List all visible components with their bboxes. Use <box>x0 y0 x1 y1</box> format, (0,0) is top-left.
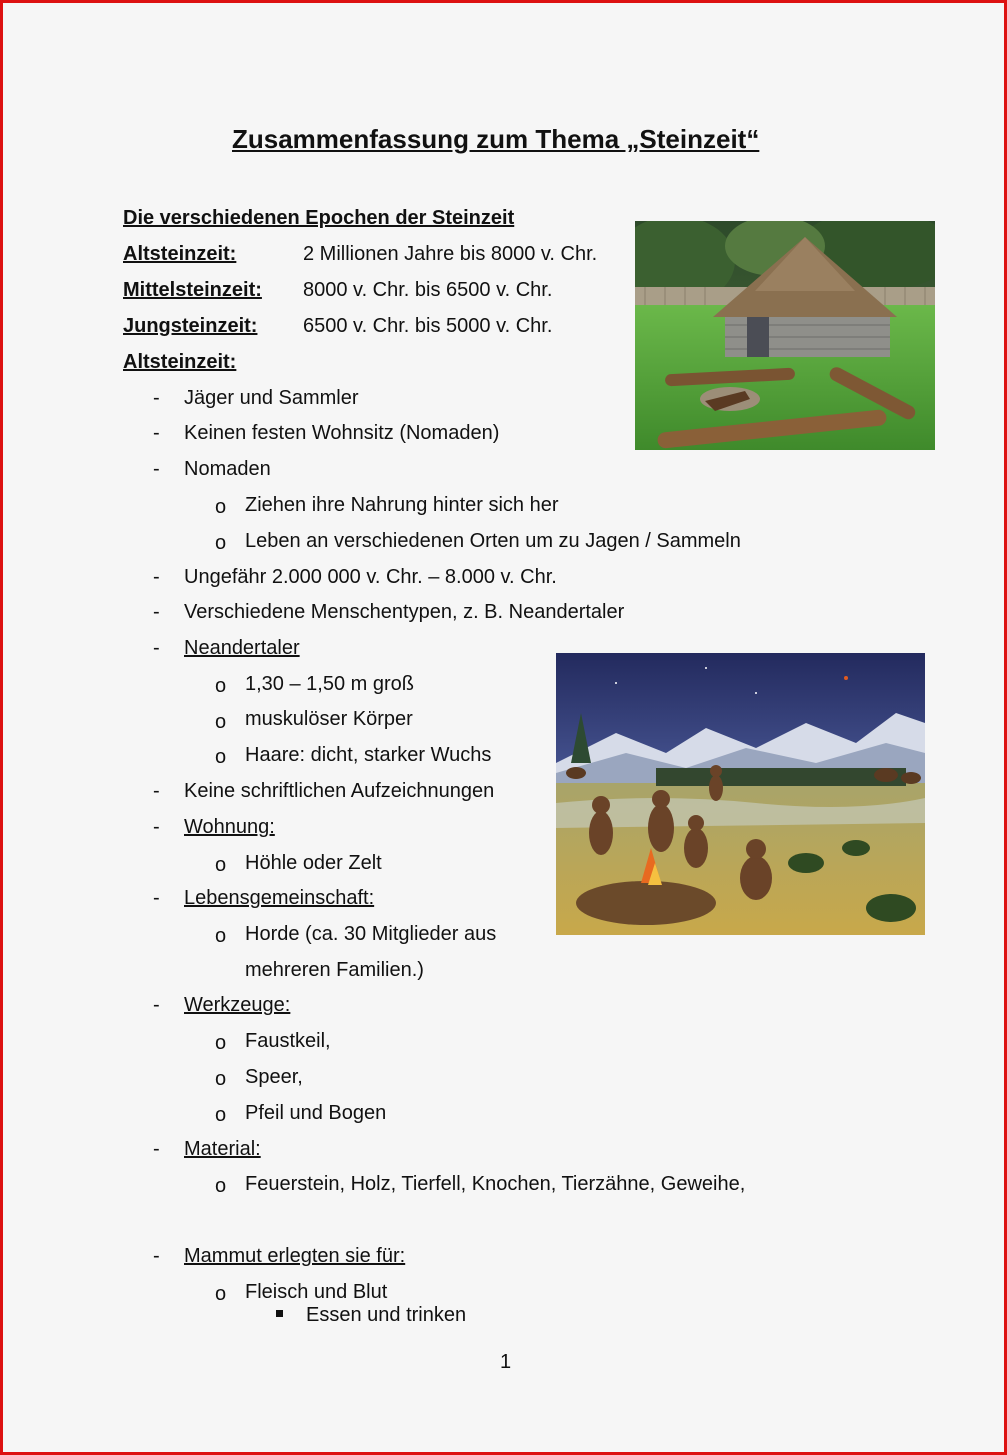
sub-list-item-continued: mehreren Familien.) <box>245 959 424 981</box>
bullet-circle: o <box>215 1175 227 1197</box>
sub-list-item: Feuerstein, Holz, Tierfell, Knochen, Tierzähne, Geweihe, <box>245 1173 746 1195</box>
list-item: Wohnung: <box>184 816 275 838</box>
list-item: Material: <box>184 1138 261 1160</box>
bullet-dash: - <box>153 994 160 1016</box>
epoch-name: Jungsteinzeit: <box>123 315 258 337</box>
bullet-circle: o <box>215 1032 227 1054</box>
section-heading: Altsteinzeit: <box>123 351 237 373</box>
bullet-dash: - <box>153 458 160 480</box>
neanderthal-scene-illustration <box>556 653 925 935</box>
bullet-dash: - <box>153 1138 160 1160</box>
epochs-heading: Die verschiedenen Epochen der Steinzeit <box>123 207 515 229</box>
bullet-circle: o <box>215 1283 227 1305</box>
sub-list-item: Ziehen ihre Nahrung hinter sich her <box>245 494 559 516</box>
list-item: Ungefähr 2.000 000 v. Chr. – 8.000 v. Chr. <box>184 566 557 588</box>
sub-list-item: Höhle oder Zelt <box>245 852 382 874</box>
sub-list-item: Faustkeil, <box>245 1030 331 1052</box>
list-item: Nomaden <box>184 458 271 480</box>
list-item: Neandertaler <box>184 637 300 659</box>
bullet-circle: o <box>215 711 227 733</box>
bullet-dash: - <box>153 780 160 802</box>
list-item: Keinen festen Wohnsitz (Nomaden) <box>184 422 500 444</box>
list-item: Jäger und Sammler <box>184 387 359 409</box>
bullet-circle: o <box>215 746 227 768</box>
bullet-dash: - <box>153 637 160 659</box>
bullet-circle: o <box>215 532 227 554</box>
bullet-circle: o <box>215 496 227 518</box>
sub-list-item: Haare: dicht, starker Wuchs <box>245 744 492 766</box>
bullet-square <box>276 1310 283 1317</box>
sub-list-item: Fleisch und Blut <box>245 1281 388 1303</box>
bullet-circle: o <box>215 675 227 697</box>
page-title: Zusammenfassung zum Thema „Steinzeit“ <box>232 124 760 154</box>
bullet-dash: - <box>153 601 160 623</box>
list-item: Keine schriftlichen Aufzeichnungen <box>184 780 495 802</box>
sub-list-item: Pfeil und Bogen <box>245 1102 387 1124</box>
bullet-dash: - <box>153 1245 160 1267</box>
page-number: 1 <box>500 1351 512 1373</box>
bullet-dash: - <box>153 566 160 588</box>
epoch-range: 8000 v. Chr. bis 6500 v. Chr. <box>303 279 553 301</box>
epoch-range: 6500 v. Chr. bis 5000 v. Chr. <box>303 315 553 337</box>
list-item: Verschiedene Menschentypen, z. B. Neandertaler <box>184 601 625 623</box>
sub-list-item: muskulöser Körper <box>245 708 413 730</box>
bullet-dash: - <box>153 816 160 838</box>
list-item: Lebensgemeinschaft: <box>184 887 375 909</box>
bullet-circle: o <box>215 1068 227 1090</box>
stone-hut-photo <box>635 221 935 450</box>
sub-list-item: 1,30 – 1,50 m groß <box>245 673 414 695</box>
epoch-name: Altsteinzeit: <box>123 243 237 265</box>
list-item: Werkzeuge: <box>184 994 291 1016</box>
bullet-dash: - <box>153 887 160 909</box>
sub-sub-list-item: Essen und trinken <box>306 1304 467 1326</box>
sub-list-item: Horde (ca. 30 Mitglieder aus <box>245 923 497 945</box>
bullet-dash: - <box>153 422 160 444</box>
sub-list-item: Speer, <box>245 1066 303 1088</box>
sub-list-item: Leben an verschiedenen Orten um zu Jagen / Sammeln <box>245 530 741 552</box>
epoch-range: 2 Millionen Jahre bis 8000 v. Chr. <box>303 243 598 265</box>
bullet-circle: o <box>215 925 227 947</box>
epoch-name: Mittelsteinzeit: <box>123 279 262 301</box>
list-item: Mammut erlegten sie für: <box>184 1245 406 1267</box>
bullet-circle: o <box>215 1104 227 1126</box>
bullet-dash: - <box>153 387 160 409</box>
bullet-circle: o <box>215 854 227 876</box>
